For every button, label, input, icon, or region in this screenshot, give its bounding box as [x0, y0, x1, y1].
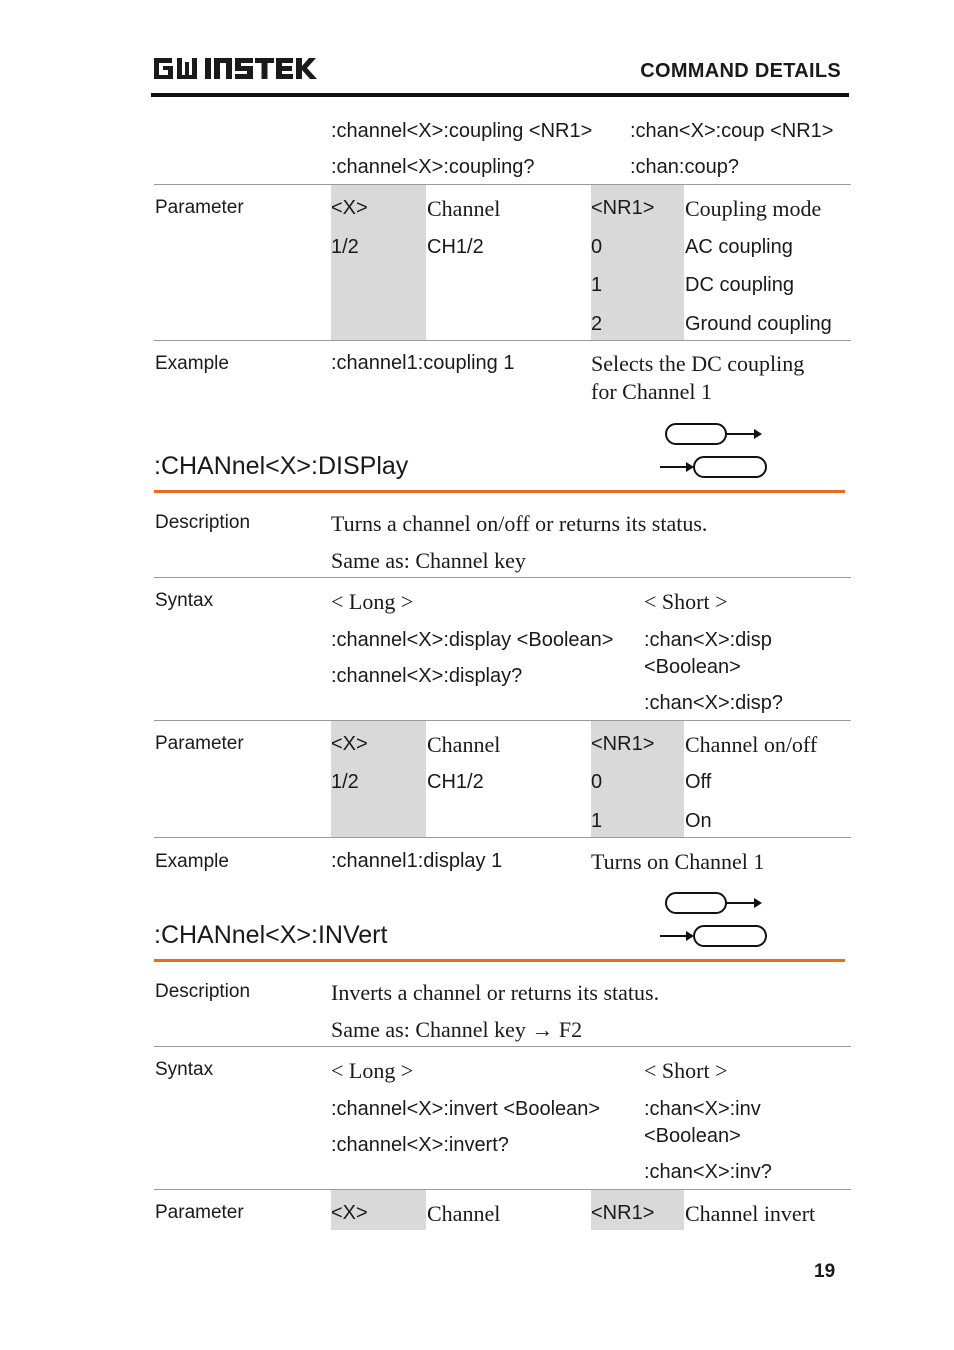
syntax-short-head: < Short > — [644, 1058, 728, 1083]
description-line1: Turns a channel on/off or returns its status. — [331, 511, 708, 536]
syntax-label: Syntax — [155, 590, 214, 611]
param-nr-value: 2 — [591, 313, 603, 335]
example-label: Example — [155, 851, 229, 872]
param-nr-desc: On — [685, 810, 712, 832]
param-nr-head: <NR1> — [591, 1202, 655, 1224]
description-line2: Same as: Channel key → F2 — [331, 1017, 583, 1042]
syntax-long-query: :channel<X>:display? — [331, 665, 523, 687]
parameter-label: Parameter — [155, 733, 244, 754]
param-nr-desc: AC coupling — [685, 236, 793, 258]
param-x-desc-head: Channel — [427, 732, 501, 757]
divider — [154, 1046, 851, 1047]
param-nr-head: <NR1> — [591, 733, 655, 755]
syntax-long-query: :channel<X>:invert? — [331, 1134, 509, 1156]
coupling-short-set: :chan<X>:coup <NR1> — [630, 120, 834, 142]
gw-instek-logo — [152, 54, 324, 84]
coupling-long-set: :channel<X>:coupling <NR1> — [331, 120, 593, 142]
syntax-short-set: :chan<X>:inv — [644, 1098, 761, 1120]
parameter-label: Parameter — [155, 1202, 244, 1223]
divider — [154, 720, 851, 721]
param-nr-value: 0 — [591, 236, 603, 258]
example-label: Example — [155, 353, 229, 374]
parameter-label: Parameter — [155, 197, 244, 218]
coupling-short-query: :chan:coup? — [630, 156, 739, 178]
example-desc: Turns on Channel 1 — [591, 849, 765, 874]
divider — [154, 577, 851, 578]
param-x-desc-value: CH1/2 — [427, 771, 484, 793]
example-command: :channel1:display 1 — [331, 850, 503, 872]
query-command-icon — [660, 926, 766, 946]
param-x-head: <X> — [331, 733, 368, 755]
example-command: :channel1:coupling 1 — [331, 352, 515, 374]
param-nr-value: 0 — [591, 771, 603, 793]
section-rule — [154, 959, 845, 962]
param-nr-desc: DC coupling — [685, 274, 794, 296]
header-rule — [151, 93, 849, 97]
syntax-short-head: < Short > — [644, 589, 728, 614]
param-nr-desc-head: Channel on/off — [685, 732, 818, 757]
section-title: COMMAND DETAILS — [640, 60, 841, 82]
syntax-label: Syntax — [155, 1059, 214, 1080]
brand-logo — [152, 54, 324, 89]
syntax-short-set-arg: <Boolean> — [644, 656, 741, 678]
param-x-desc-head: Channel — [427, 1201, 501, 1226]
page-number: 19 — [814, 1261, 836, 1282]
param-x-value: 1/2 — [331, 771, 359, 793]
param-x-head: <X> — [331, 197, 368, 219]
description-line2: Same as: Channel key — [331, 548, 526, 573]
syntax-short-query: :chan<X>:inv? — [644, 1161, 772, 1183]
param-x-head: <X> — [331, 1202, 368, 1224]
example-desc-line2: for Channel 1 — [591, 379, 712, 404]
set-command-icon — [666, 893, 762, 913]
param-nr-desc-head: Coupling mode — [685, 196, 822, 221]
syntax-short-set-arg: <Boolean> — [644, 1125, 741, 1147]
description-line1: Inverts a channel or returns its status. — [331, 980, 660, 1005]
param-nr-value: 1 — [591, 274, 603, 296]
description-label: Description — [155, 981, 251, 1002]
section-heading-display: :CHANnel<X>:DISPlay — [154, 452, 409, 480]
syntax-short-set: :chan<X>:disp — [644, 629, 772, 651]
syntax-long-set: :channel<X>:display <Boolean> — [331, 629, 614, 651]
divider — [154, 184, 851, 185]
syntax-long-head: < Long > — [331, 1058, 414, 1083]
param-nr-head: <NR1> — [591, 197, 655, 219]
syntax-long-set: :channel<X>:invert <Boolean> — [331, 1098, 601, 1120]
example-desc-line1: Selects the DC coupling — [591, 351, 805, 376]
param-nr-desc: Ground coupling — [685, 313, 832, 335]
param-nr-desc-head: Channel invert — [685, 1201, 816, 1226]
set-query-icon — [658, 420, 770, 482]
set-command-icon — [666, 424, 762, 444]
param-nr-value: 1 — [591, 810, 603, 832]
param-x-desc-head: Channel — [427, 196, 501, 221]
coupling-long-query: :channel<X>:coupling? — [331, 156, 535, 178]
divider — [154, 1189, 851, 1190]
divider — [154, 340, 851, 341]
param-x-desc-value: CH1/2 — [427, 236, 484, 258]
syntax-long-head: < Long > — [331, 589, 414, 614]
param-x-value: 1/2 — [331, 236, 359, 258]
param-nr-desc: Off — [685, 771, 712, 793]
section-rule — [154, 490, 845, 493]
set-query-icon — [658, 889, 770, 951]
syntax-short-query: :chan<X>:disp? — [644, 692, 783, 714]
divider — [154, 837, 851, 838]
section-heading-invert: :CHANnel<X>:INVert — [154, 921, 388, 949]
description-label: Description — [155, 512, 251, 533]
query-command-icon — [660, 457, 766, 477]
